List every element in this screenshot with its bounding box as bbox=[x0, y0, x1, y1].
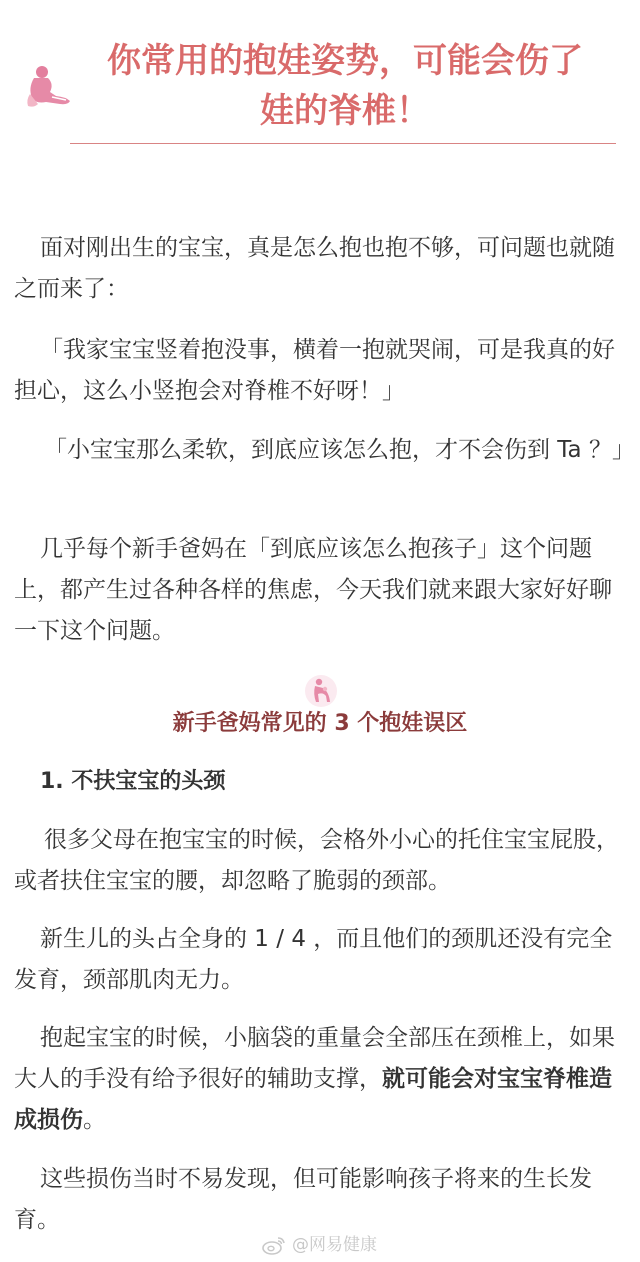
baby-silhouette-icon bbox=[22, 64, 72, 110]
page-title bbox=[72, 36, 618, 136]
watermark bbox=[262, 1234, 377, 1256]
title-divider bbox=[70, 143, 616, 144]
title-line-2: 娃的脊椎！ bbox=[260, 91, 430, 131]
paragraph-3-end: 。 bbox=[83, 1107, 106, 1133]
anxiety-paragraph: 几乎每个新手爸妈在「到底应该怎么抱孩子」这个问题上，都产生过各种各样的焦虑，今天我们就来跟大家好好聊一下这个问题。 bbox=[14, 536, 612, 644]
paragraph-3-emphasis: 就可能会对宝宝脊椎造成损伤 bbox=[14, 1066, 612, 1133]
watermark-text: @网易健康 bbox=[292, 1235, 377, 1255]
item-1-paragraph-2: 新生儿的头占全身的 1 / 4 ，而且他们的颈肌还没有完全发育，颈部肌肉无力。 bbox=[14, 926, 613, 993]
paragraph-3-text: 抱起宝宝的时候，小脑袋的重量会全部压在颈椎上，如果大人的手没有给予很好的辅助支撑， bbox=[14, 1025, 615, 1092]
item-1-paragraph-3 bbox=[14, 1018, 626, 1141]
title-line-1: 你常用的抱娃姿势，可能会伤了 bbox=[107, 41, 583, 81]
section-title: 新手爸妈常见的 3 个抱娃误区 bbox=[172, 711, 468, 736]
article-header bbox=[0, 0, 640, 150]
weibo-icon bbox=[262, 1235, 286, 1255]
intro-paragraph: 面对刚出生的宝宝，真是怎么抱也抱不够，可问题也就随之而来了： bbox=[14, 235, 615, 302]
item-1-paragraph-4: 这些损伤当时不易发现，但可能影响孩子将来的生长发育。 bbox=[14, 1166, 592, 1233]
quote-paragraph-1: 「我家宝宝竖着抱没事，横着一抱就哭闹，可是我真的好担心，这么小竖抱会对脊椎不好呀！」 bbox=[14, 337, 615, 404]
item-1-title: 1. 不扶宝宝的头颈 bbox=[40, 769, 226, 794]
holding-baby-icon bbox=[303, 674, 339, 708]
quote-paragraph-2: 「小宝宝那么柔软，到底应该怎么抱，才不会伤到 Ta ？」 bbox=[44, 437, 635, 463]
item-1-paragraph-1: 很多父母在抱宝宝的时候，会格外小心的托住宝宝屁股，或者扶住宝宝的腰，却忽略了脆弱的颈部。 bbox=[14, 827, 619, 894]
